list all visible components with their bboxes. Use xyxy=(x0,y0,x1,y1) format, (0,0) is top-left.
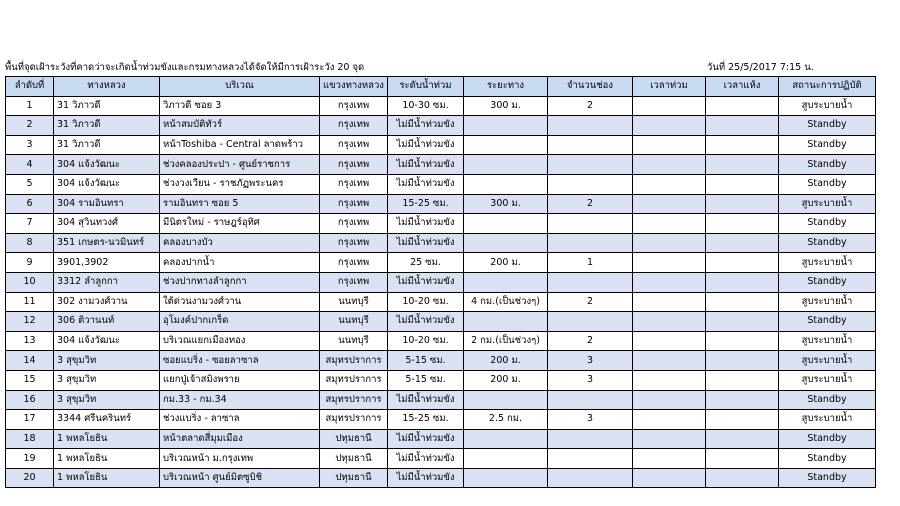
cell-lanes xyxy=(548,429,633,449)
cell-flood-time xyxy=(633,390,706,410)
header-flood-time: เวลาท่วม xyxy=(633,77,706,97)
cell-distance xyxy=(464,312,548,332)
cell-highway: 304 สุวินทวงศ์ xyxy=(54,214,160,234)
table-row xyxy=(6,116,876,136)
cell-no: 18 xyxy=(6,429,54,449)
cell-district: กรุงเทพ xyxy=(320,194,388,214)
cell-district: กรุงเทพ xyxy=(320,253,388,273)
cell-flood-time xyxy=(633,449,706,469)
cell-flood-time xyxy=(633,135,706,155)
cell-status: Standby xyxy=(779,155,876,175)
cell-area: อุโมงค์ปากเกร็ด xyxy=(160,312,320,332)
cell-district: นนทบุรี xyxy=(320,292,388,312)
cell-dry-time xyxy=(706,194,779,214)
cell-district: กรุงเทพ xyxy=(320,214,388,234)
header-status: สถานะการปฏิบัติ xyxy=(779,77,876,97)
cell-district: ปทุมธานี xyxy=(320,449,388,469)
table-row xyxy=(6,214,876,234)
cell-district: นนทบุรี xyxy=(320,331,388,351)
cell-area: ช่วงปากทางลำลูกกา xyxy=(160,272,320,292)
cell-highway: 306 ติวานนท์ xyxy=(54,312,160,332)
cell-distance xyxy=(464,233,548,253)
table-body xyxy=(6,96,876,488)
flood-report-sheet xyxy=(5,60,875,488)
cell-flood-level: ไม่มีน้ำท่วมขัง xyxy=(388,155,464,175)
cell-no: 1 xyxy=(6,96,54,116)
cell-no: 3 xyxy=(6,135,54,155)
cell-district: กรุงเทพ xyxy=(320,96,388,116)
cell-status: สูบระบายน้ำ xyxy=(779,351,876,371)
cell-highway: 304 แจ้งวัฒนะ xyxy=(54,155,160,175)
cell-distance: 2 กม.(เป็นช่วงๆ) xyxy=(464,331,548,351)
cell-flood-level: ไม่มีน้ำท่วมขัง xyxy=(388,214,464,234)
cell-dry-time xyxy=(706,351,779,371)
cell-area: คลองปากน้ำ xyxy=(160,253,320,273)
cell-district: กรุงเทพ xyxy=(320,233,388,253)
cell-area: ช่วงวงเวียน - ราชภัฏพระนคร xyxy=(160,174,320,194)
cell-no: 9 xyxy=(6,253,54,273)
cell-flood-level: 15-25 ซม. xyxy=(388,194,464,214)
cell-status: สูบระบายน้ำ xyxy=(779,96,876,116)
cell-flood-time xyxy=(633,116,706,136)
cell-flood-time xyxy=(633,292,706,312)
cell-dry-time xyxy=(706,253,779,273)
header-flood-level: ระดับน้ำท่วม xyxy=(388,77,464,97)
cell-district: สมุทรปราการ xyxy=(320,370,388,390)
table-row xyxy=(6,194,876,214)
cell-dry-time xyxy=(706,135,779,155)
cell-highway: 31 วิภาวดี xyxy=(54,96,160,116)
cell-no: 8 xyxy=(6,233,54,253)
cell-no: 7 xyxy=(6,214,54,234)
cell-status: Standby xyxy=(779,429,876,449)
cell-dry-time xyxy=(706,370,779,390)
cell-status: Standby xyxy=(779,468,876,488)
cell-dry-time xyxy=(706,292,779,312)
cell-flood-level: ไม่มีน้ำท่วมขัง xyxy=(388,449,464,469)
cell-flood-time xyxy=(633,194,706,214)
cell-flood-time xyxy=(633,155,706,175)
cell-distance xyxy=(464,174,548,194)
cell-no: 19 xyxy=(6,449,54,469)
table-row xyxy=(6,135,876,155)
cell-flood-level: ไม่มีน้ำท่วมขัง xyxy=(388,116,464,136)
cell-no: 12 xyxy=(6,312,54,332)
header-highway: ทางหลวง xyxy=(54,77,160,97)
cell-flood-time xyxy=(633,272,706,292)
table-row xyxy=(6,468,876,488)
cell-highway: 3901,3902 xyxy=(54,253,160,273)
cell-flood-level: ไม่มีน้ำท่วมขัง xyxy=(388,174,464,194)
cell-district: สมุทรปราการ xyxy=(320,390,388,410)
cell-lanes: 1 xyxy=(548,253,633,273)
cell-distance: 300 ม. xyxy=(464,96,548,116)
header-dry-time: เวลาแห้ง xyxy=(706,77,779,97)
cell-flood-level: ไม่มีน้ำท่วมขัง xyxy=(388,272,464,292)
cell-lanes xyxy=(548,174,633,194)
cell-flood-time xyxy=(633,312,706,332)
cell-distance: 200 ม. xyxy=(464,351,548,371)
cell-status: สูบระบายน้ำ xyxy=(779,370,876,390)
cell-area: กม.33 - กม.34 xyxy=(160,390,320,410)
cell-no: 5 xyxy=(6,174,54,194)
table-row xyxy=(6,174,876,194)
cell-lanes xyxy=(548,135,633,155)
cell-lanes: 2 xyxy=(548,331,633,351)
cell-status: Standby xyxy=(779,390,876,410)
cell-area: ใต้ด่วนงามวงศ์วาน xyxy=(160,292,320,312)
cell-highway: 351 เกษตร-นวมินทร์ xyxy=(54,233,160,253)
cell-no: 11 xyxy=(6,292,54,312)
cell-dry-time xyxy=(706,390,779,410)
cell-district: สมุทรปราการ xyxy=(320,410,388,430)
cell-lanes: 2 xyxy=(548,292,633,312)
cell-lanes: 3 xyxy=(548,370,633,390)
cell-flood-level: 5-15 ซม. xyxy=(388,351,464,371)
cell-dry-time xyxy=(706,233,779,253)
cell-status: Standby xyxy=(779,449,876,469)
cell-area: ช่วงคลองประปา - ศูนย์ราชการ xyxy=(160,155,320,175)
cell-dry-time xyxy=(706,96,779,116)
cell-status: สูบระบายน้ำ xyxy=(779,253,876,273)
cell-no: 20 xyxy=(6,468,54,488)
cell-no: 6 xyxy=(6,194,54,214)
cell-flood-level: 5-15 ซม. xyxy=(388,370,464,390)
cell-flood-time xyxy=(633,351,706,371)
cell-lanes: 2 xyxy=(548,194,633,214)
report-title: พื้นที่จุดเฝ้าระวังที่คาดว่าจะเกิดน้ำท่วมขังและกรมทางหลวงได้จัดให้มีการเฝ้าระวัง 20 จุด xyxy=(5,62,365,73)
cell-flood-time xyxy=(633,253,706,273)
cell-no: 17 xyxy=(6,410,54,430)
cell-no: 14 xyxy=(6,351,54,371)
cell-highway: 3 สุขุมวิท xyxy=(54,390,160,410)
header-distance: ระยะทาง xyxy=(464,77,548,97)
cell-no: 4 xyxy=(6,155,54,175)
cell-dry-time xyxy=(706,429,779,449)
cell-flood-time xyxy=(633,410,706,430)
cell-area: หน้าสมบัติทัวร์ xyxy=(160,116,320,136)
cell-lanes xyxy=(548,449,633,469)
cell-area: บริเวณแยกเมืองทอง xyxy=(160,331,320,351)
cell-highway: 3 สุขุมวิท xyxy=(54,351,160,371)
cell-distance: 200 ม. xyxy=(464,253,548,273)
cell-status: Standby xyxy=(779,174,876,194)
cell-distance xyxy=(464,429,548,449)
table-row xyxy=(6,253,876,273)
cell-flood-time xyxy=(633,331,706,351)
cell-flood-level: ไม่มีน้ำท่วมขัง xyxy=(388,468,464,488)
cell-district: สมุทรปราการ xyxy=(320,351,388,371)
cell-flood-time xyxy=(633,214,706,234)
cell-flood-time xyxy=(633,370,706,390)
header-lanes: จำนวนช่อง xyxy=(548,77,633,97)
cell-area: รามอินทรา ซอย 5 xyxy=(160,194,320,214)
cell-district: นนทบุรี xyxy=(320,312,388,332)
cell-distance xyxy=(464,449,548,469)
cell-lanes xyxy=(548,214,633,234)
cell-area: ช่วงแบริ่ง - ลาซาล xyxy=(160,410,320,430)
cell-flood-level: ไม่มีน้ำท่วมขัง xyxy=(388,429,464,449)
cell-flood-time xyxy=(633,233,706,253)
cell-highway: 3344 ศรีนครินทร์ xyxy=(54,410,160,430)
cell-dry-time xyxy=(706,312,779,332)
cell-dry-time xyxy=(706,410,779,430)
cell-highway: 1 พหลโยธิน xyxy=(54,468,160,488)
cell-flood-level: 10-30 ซม. xyxy=(388,96,464,116)
cell-lanes xyxy=(548,233,633,253)
table-row xyxy=(6,370,876,390)
cell-status: Standby xyxy=(779,272,876,292)
cell-district: กรุงเทพ xyxy=(320,155,388,175)
cell-status: สูบระบายน้ำ xyxy=(779,292,876,312)
cell-distance: 2.5 กม. xyxy=(464,410,548,430)
cell-flood-level: ไม่มีน้ำท่วมขัง xyxy=(388,233,464,253)
cell-district: กรุงเทพ xyxy=(320,135,388,155)
cell-highway: 31 วิภาวดี xyxy=(54,116,160,136)
cell-highway: 31 วิภาวดี xyxy=(54,135,160,155)
table-row xyxy=(6,410,876,430)
cell-status: สูบระบายน้ำ xyxy=(779,194,876,214)
cell-highway: 304 แจ้งวัฒนะ xyxy=(54,331,160,351)
cell-flood-level: 10-20 ซม. xyxy=(388,292,464,312)
cell-status: สูบระบายน้ำ xyxy=(779,410,876,430)
cell-distance xyxy=(464,116,548,136)
cell-distance: 200 ม. xyxy=(464,370,548,390)
cell-distance xyxy=(464,155,548,175)
cell-dry-time xyxy=(706,116,779,136)
cell-flood-level: ไม่มีน้ำท่วมขัง xyxy=(388,390,464,410)
cell-area: มีนิตรใหม่ - ราษฎร์อุทิศ xyxy=(160,214,320,234)
cell-lanes: 2 xyxy=(548,96,633,116)
cell-lanes xyxy=(548,155,633,175)
cell-distance xyxy=(464,272,548,292)
cell-highway: 3 สุขุมวิท xyxy=(54,370,160,390)
header-district: แขวงทางหลวง xyxy=(320,77,388,97)
header-area: บริเวณ xyxy=(160,77,320,97)
table-row xyxy=(6,312,876,332)
report-title-row xyxy=(5,60,875,76)
cell-status: Standby xyxy=(779,116,876,136)
cell-flood-time xyxy=(633,174,706,194)
cell-area: บริเวณหน้า ม.กรุงเทพ xyxy=(160,449,320,469)
table-row xyxy=(6,292,876,312)
cell-highway: 3312 ลำลูกกา xyxy=(54,272,160,292)
table-row xyxy=(6,449,876,469)
cell-status: สูบระบายน้ำ xyxy=(779,331,876,351)
cell-district: กรุงเทพ xyxy=(320,272,388,292)
cell-dry-time xyxy=(706,214,779,234)
cell-status: Standby xyxy=(779,312,876,332)
cell-no: 10 xyxy=(6,272,54,292)
cell-area: หน้าตลาดสี่มุมเมือง xyxy=(160,429,320,449)
cell-area: คลองบางบัว xyxy=(160,233,320,253)
cell-dry-time xyxy=(706,174,779,194)
cell-lanes xyxy=(548,390,633,410)
cell-area: วิภาวดี ซอย 3 xyxy=(160,96,320,116)
cell-status: Standby xyxy=(779,214,876,234)
report-date: วันที่ 25/5/2017 7:15 น. xyxy=(707,62,814,73)
cell-distance xyxy=(464,214,548,234)
cell-area: ซอยแบริ่ง - ซอยลาซาล xyxy=(160,351,320,371)
cell-flood-time xyxy=(633,468,706,488)
cell-lanes xyxy=(548,272,633,292)
cell-dry-time xyxy=(706,155,779,175)
table-row xyxy=(6,351,876,371)
header-no: ลำดับที่ xyxy=(6,77,54,97)
cell-flood-level: 10-20 ซม. xyxy=(388,331,464,351)
cell-distance xyxy=(464,390,548,410)
cell-area: แยกปู่เจ้าสมิงพราย xyxy=(160,370,320,390)
cell-status: Standby xyxy=(779,135,876,155)
cell-lanes: 3 xyxy=(548,351,633,371)
cell-lanes xyxy=(548,116,633,136)
cell-flood-level: 15-25 ซม. xyxy=(388,410,464,430)
cell-highway: 304 รามอินทรา xyxy=(54,194,160,214)
cell-dry-time xyxy=(706,449,779,469)
cell-area: บริเวณหน้า ศูนย์มิตซูบิชิ xyxy=(160,468,320,488)
cell-lanes xyxy=(548,468,633,488)
cell-flood-level: ไม่มีน้ำท่วมขัง xyxy=(388,135,464,155)
cell-dry-time xyxy=(706,331,779,351)
cell-status: Standby xyxy=(779,233,876,253)
cell-district: ปทุมธานี xyxy=(320,468,388,488)
table-row xyxy=(6,96,876,116)
cell-district: ปทุมธานี xyxy=(320,429,388,449)
cell-no: 16 xyxy=(6,390,54,410)
cell-flood-time xyxy=(633,96,706,116)
cell-lanes xyxy=(548,312,633,332)
cell-distance xyxy=(464,468,548,488)
cell-no: 15 xyxy=(6,370,54,390)
cell-district: กรุงเทพ xyxy=(320,174,388,194)
cell-flood-level: ไม่มีน้ำท่วมขัง xyxy=(388,312,464,332)
cell-flood-level: 25 ซม. xyxy=(388,253,464,273)
cell-distance: 4 กม.(เป็นช่วงๆ) xyxy=(464,292,548,312)
cell-highway: 1 พหลโยธิน xyxy=(54,429,160,449)
cell-distance: 300 ม. xyxy=(464,194,548,214)
cell-dry-time xyxy=(706,272,779,292)
table-row xyxy=(6,429,876,449)
cell-district: กรุงเทพ xyxy=(320,116,388,136)
table-row xyxy=(6,233,876,253)
table-row xyxy=(6,272,876,292)
cell-flood-time xyxy=(633,429,706,449)
cell-no: 13 xyxy=(6,331,54,351)
table-row xyxy=(6,390,876,410)
cell-distance xyxy=(464,135,548,155)
cell-lanes: 3 xyxy=(548,410,633,430)
cell-highway: 1 พหลโยธิน xyxy=(54,449,160,469)
cell-highway: 304 แจ้งวัฒนะ xyxy=(54,174,160,194)
table-row xyxy=(6,331,876,351)
cell-area: หน้าToshiba - Central ลาดพร้าว xyxy=(160,135,320,155)
cell-dry-time xyxy=(706,468,779,488)
table-header-row xyxy=(6,77,876,97)
cell-no: 2 xyxy=(6,116,54,136)
table-row xyxy=(6,155,876,175)
flood-watch-table xyxy=(5,76,876,488)
cell-highway: 302 งามวงศ์วาน xyxy=(54,292,160,312)
